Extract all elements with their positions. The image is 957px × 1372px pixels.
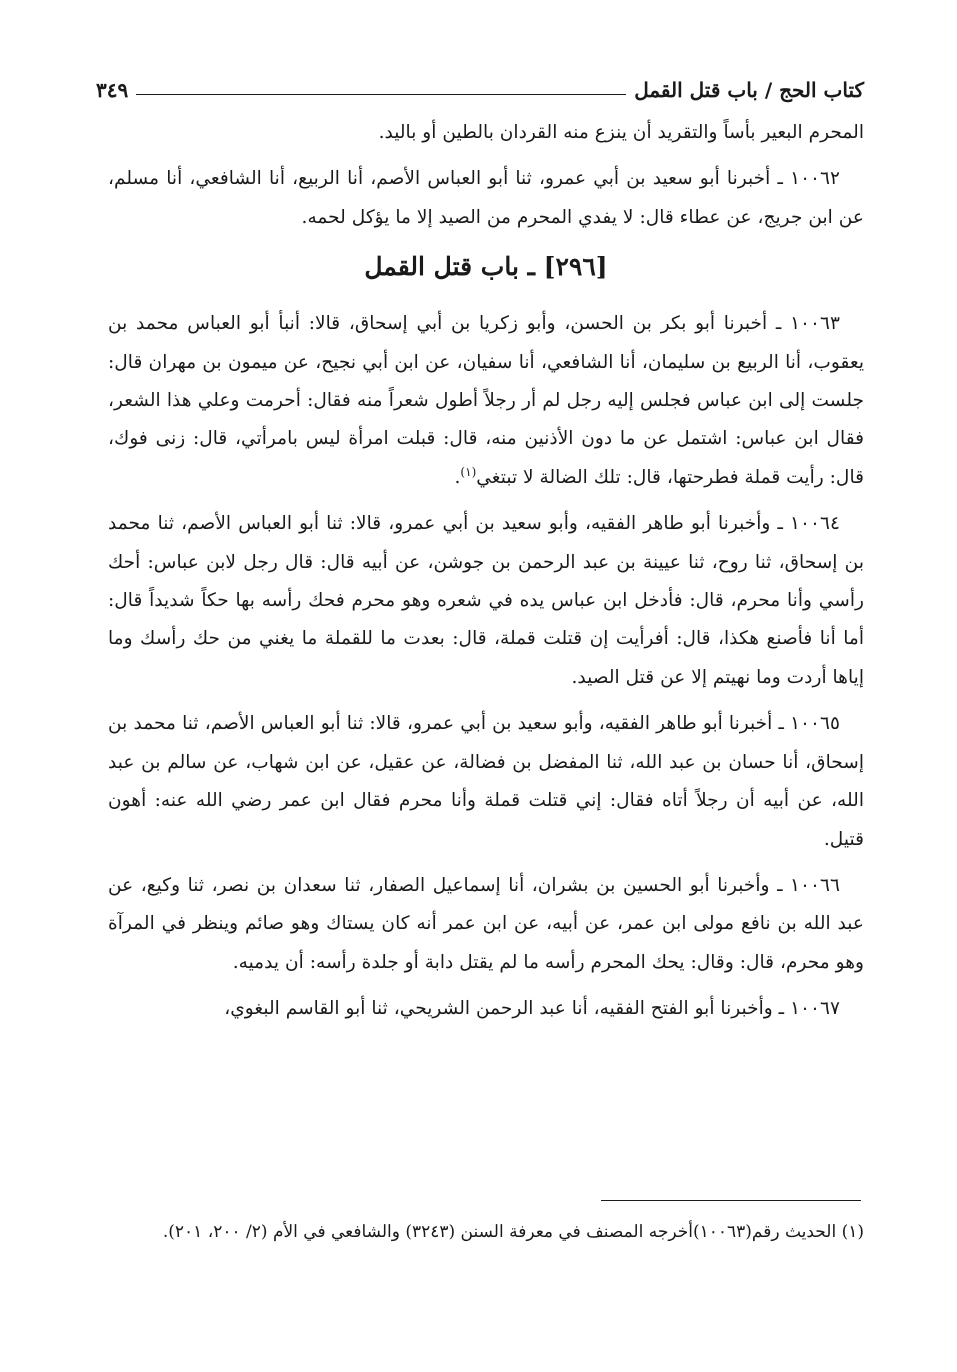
body-text bbox=[108, 114, 864, 1037]
hadith-paragraph bbox=[108, 867, 864, 982]
page-number: ٣٤٩ bbox=[96, 78, 129, 102]
hadith-number: ١٠٠٦٤ bbox=[790, 513, 840, 535]
hadith-text: ـ أخبرنا أبو طاهر الفقيه، وأبو سعيد بن أبي عمرو، قالا: ثنا أبو العباس الأصم، ثنا محمد بن إسحاق، أنا حسان بن عبد الله، ثنا المفضل بن فضالة، عن عقيل، عن ابن شهاب، عن سالم بن عبد الله، عن أبيه أن رجلاً أتاه فقال: إني قتلت قملة وأنا محرم فقال ابن عمر رضي الله عنه: أهون قتيل. bbox=[108, 713, 864, 850]
footnote-reference[interactable]: (١) bbox=[460, 464, 477, 479]
footnote: (١) الحديث رقم(١٠٠٦٣)أخرجه المصنف في معرفة السنن (٣٢٤٣) والشافعي في الأم (٢/ ٢٠٠، ٢٠١). bbox=[162, 1222, 864, 1242]
hadith-text: ـ وأخبرنا أبو الفتح الفقيه، أنا عبد الرحمن الشريحي، ثنا أبو القاسم البغوي، bbox=[224, 998, 785, 1020]
header-rule bbox=[136, 94, 626, 95]
hadith-paragraph bbox=[108, 505, 864, 697]
page-header bbox=[96, 62, 864, 102]
hadith-paragraph bbox=[108, 990, 864, 1028]
hadith-number: ١٠٠٦٧ bbox=[790, 998, 840, 1020]
running-title: كتاب الحج / باب قتل القمل bbox=[634, 78, 864, 102]
paragraph-text: المحرم البعير بأساً والتقريد أن ينزع منه القردان بالطين أو باليد. bbox=[378, 122, 864, 143]
hadith-text: ـ أخبرنا أبو سعيد بن أبي عمرو، ثنا أبو العباس الأصم، أنا الربيع، أنا الشافعي، أنا مسلم، عن ابن جريج، عن عطاء قال: لا يفدي المحرم من الصيد إلا ما يؤكل لحمه. bbox=[108, 168, 864, 228]
hadith-paragraph bbox=[108, 305, 864, 497]
hadith-number: ١٠٠٦٣ bbox=[790, 313, 840, 335]
footnote-separator bbox=[601, 1200, 861, 1201]
hadith-text: ـ أخبرنا أبو بكر بن الحسن، وأبو زكريا بن أبي إسحاق، قالا: أنبأ أبو العباس محمد بن يعقوب، أنا الربيع بن سليمان، أنا الشافعي، أنا سفيان، عن ابن أبي نجيح، عن ميمون بن مهران قال: جلست إلى ابن عباس فجلس إليه رجل لم أر رجلاً أطول شعراً منه فقال: أحرمت وعلي هذا الشعر، فقال ابن عباس: اشتمل عن ما دون الأذنين منه، قال: قبلت امرأة ليس بامرأتي، قال: زنى فوك، قال: رأيت قملة فطرحتها، قال: تلك الضالة لا تبتغي bbox=[108, 313, 864, 488]
hadith-paragraph bbox=[108, 705, 864, 859]
paragraph-continuation bbox=[108, 114, 864, 152]
hadith-number: ١٠٠٦٦ bbox=[790, 874, 840, 896]
hadith-number: ١٠٠٦٥ bbox=[790, 713, 840, 735]
hadith-number: ١٠٠٦٢ bbox=[790, 168, 841, 190]
hadith-tail: . bbox=[454, 466, 461, 488]
hadith-text: ـ وأخبرنا أبو الحسين بن بشران، أنا إسماعيل الصفار، ثنا سعدان بن نصر، ثنا وكيع، عن عبد الله بن نافع مولى ابن عمر، عن أبيه، عن ابن عمر أنه كان يستاك وهو صائم وينظر في المرآة وهو محرم، قال: وقال: يحك المحرم رأسه ما لم يقتل دابة أو جلدة رأسه: أن يدميه. bbox=[108, 874, 864, 973]
hadith-text: ـ وأخبرنا أبو طاهر الفقيه، وأبو سعيد بن أبي عمرو، قالا: ثنا أبو العباس الأصم، ثنا محمد بن إسحاق، ثنا روح، ثنا عيينة بن عبد الرحمن بن جوشن، عن أبيه قال: قال رجل لابن عباس: أحك رأسي وأنا محرم، قال: فأدخل ابن عباس يده في شعره وهو محرم فحك رأسه بها حكاً شديداً قال: أما أنا فأصنع هكذا، قال: أفرأيت إن قتلت قملة، قال: بعدت ما للقملة ما يغني من حك رأسك وما إياها أردت وما نهيتم إلا عن قتل الصيد. bbox=[108, 513, 864, 688]
hadith-paragraph bbox=[108, 160, 864, 237]
chapter-title: [٢٩٦] ـ باب قتل القمل bbox=[364, 252, 608, 282]
